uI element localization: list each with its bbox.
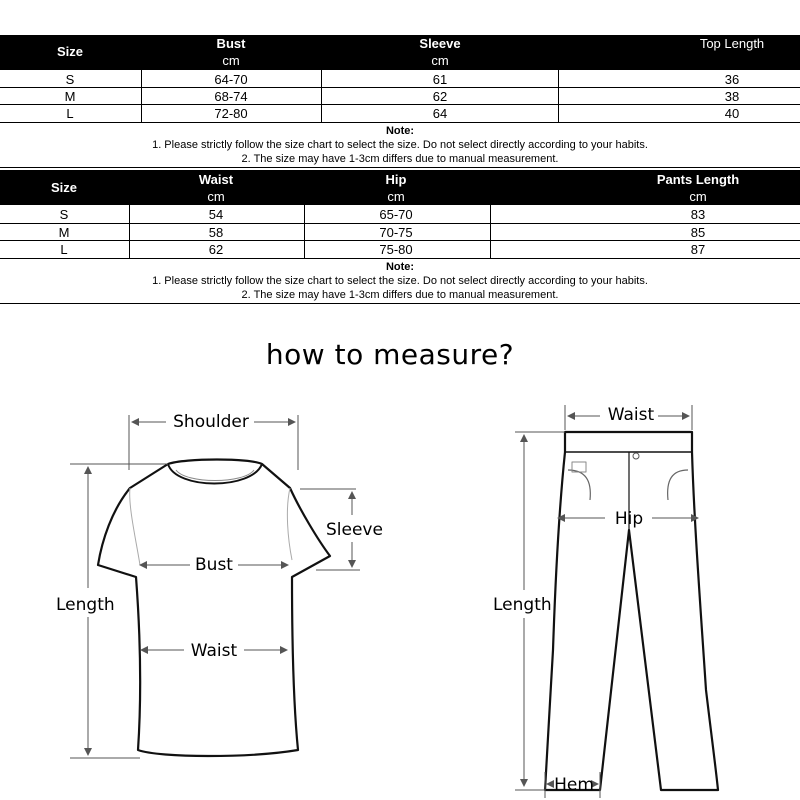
cell-size: L	[60, 242, 68, 257]
note-title: Note:	[385, 125, 415, 137]
cell-bust: 68-74	[214, 89, 248, 104]
note-title: Note:	[385, 261, 415, 273]
header-size: Size	[56, 44, 84, 59]
header-bust: Bust	[216, 36, 246, 51]
header-sleeve: Sleeve	[419, 36, 461, 51]
cell-size: M	[64, 89, 76, 104]
header-pants-length: Pants Length	[656, 172, 740, 187]
header-hip: Hip	[385, 172, 407, 187]
how-to-measure-title: how to measure?	[265, 338, 515, 371]
tshirt-outline-icon	[98, 460, 330, 757]
label-pants-waist: Waist	[607, 405, 655, 425]
cell-sleeve: 61	[432, 72, 448, 87]
cell-length: 40	[724, 106, 740, 121]
note-line-2: 2. The size may have 1-3cm differs due to manual measurement.	[241, 153, 559, 165]
label-shoulder: Shoulder	[173, 412, 249, 432]
cell-length: 85	[690, 225, 706, 240]
cell-waist: 62	[208, 242, 224, 257]
cell-size: L	[66, 106, 74, 121]
note-line-1: 1. Please strictly follow the size chart to select the size. Do not select directly according to your habits.	[152, 275, 648, 287]
note-line-2: 2. The size may have 1-3cm differs due to manual measurement.	[241, 289, 559, 301]
label-bust: Bust	[195, 555, 233, 575]
cell-length: 87	[690, 242, 706, 257]
cell-waist: 58	[208, 225, 224, 240]
cell-size: S	[59, 207, 69, 222]
note-line-1: 1. Please strictly follow the size chart to select the size. Do not select directly according to your habits.	[152, 139, 648, 151]
header-waist-unit: cm	[207, 189, 225, 204]
cell-length: 83	[690, 207, 706, 222]
label-hip: Hip	[614, 509, 644, 529]
header-bust-unit: cm	[222, 53, 240, 68]
cell-hip: 65-70	[379, 207, 413, 222]
cell-hip: 75-80	[379, 242, 413, 257]
header-top-length: Top Length	[699, 36, 765, 51]
label-hem: Hem	[554, 775, 594, 795]
pants-outline-icon	[545, 432, 718, 790]
header-waist: Waist	[198, 172, 234, 187]
cell-bust: 64-70	[214, 72, 248, 87]
cell-sleeve: 62	[432, 89, 448, 104]
cell-hip: 70-75	[379, 225, 413, 240]
header-sleeve-unit: cm	[431, 53, 449, 68]
label-pants-length: Length	[493, 595, 552, 615]
label-sleeve: Sleeve	[326, 520, 383, 540]
cell-bust: 72-80	[214, 106, 248, 121]
header-hip-unit: cm	[387, 189, 405, 204]
label-length: Length	[56, 595, 115, 615]
cell-length: 38	[724, 89, 740, 104]
header-pants-length-unit: cm	[689, 189, 707, 204]
cell-length: 36	[724, 72, 740, 87]
label-waist: Waist	[190, 641, 238, 661]
header-size: Size	[50, 180, 78, 195]
cell-sleeve: 64	[432, 106, 448, 121]
cell-waist: 54	[208, 207, 224, 222]
cell-size: M	[58, 225, 70, 240]
cell-size: S	[65, 72, 75, 87]
